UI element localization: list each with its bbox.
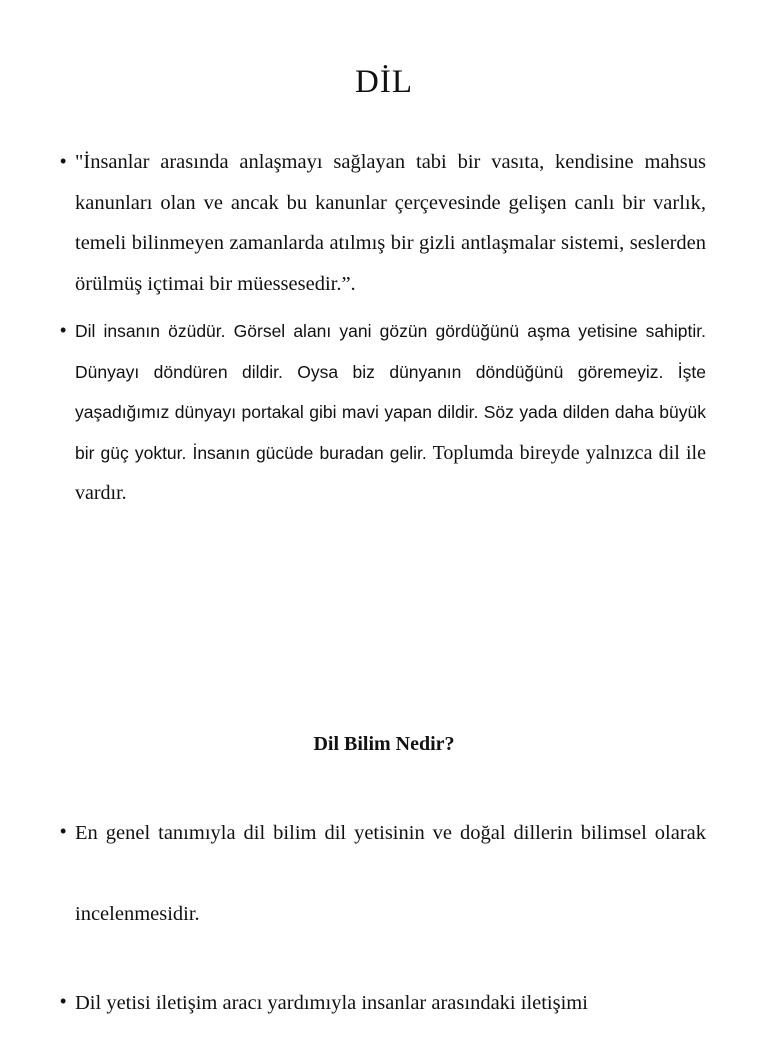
bullet-dot-icon: • (60, 991, 67, 1011)
bullet-item (60, 793, 706, 954)
section-title: Dil Bilim Nedir? (313, 733, 455, 755)
bullet-text: En genel tanımıyla dil bilim dil yetisinin ve doğal dillerin bilimsel olarak incelenmesidir. (75, 822, 706, 925)
bullet-item (60, 142, 706, 304)
bullet-item (60, 311, 706, 514)
bullet-text (75, 311, 706, 514)
bullet-text-tail: Toplumda bireyde yalnızca dil ile vardır. (75, 441, 706, 504)
page-title: DİL (355, 64, 413, 100)
bullet-dot-icon: • (60, 320, 67, 340)
bullet-item (60, 963, 706, 1044)
bullet-dot-icon: • (60, 151, 67, 171)
bullet-text-main: Dil insanın özüdür. Görsel alanı yani gözün gördüğünü aşma yetisine sahiptir. Dünyayı döndüren dildir. Oysa biz dünyanın döndüğünü göremeyiz. İşte yaşadığımız dünyayı portakal gibi mavi yapan dildir. Söz yada dilden daha büyük bir güç yoktur. İnsanın gücüde buradan gelir. (75, 321, 706, 463)
bullet-dot-icon: • (60, 821, 67, 841)
bullet-text: "İnsanlar arasında anlaşmayı sağlayan tabi bir vasıta, kendisine mahsus kanunları olan ve ancak bu kanunlar çerçevesinde gelişen canlı bir varlık, temeli bilinmeyen zamanlarda atılmış bir gizli antlaşmalar sistemi, seslerden örülmüş içtimai bir müessesedir.”. (75, 151, 706, 295)
bullet-text: Dil yetisi iletişim aracı yardımıyla insanlar arasındaki iletişimi (75, 992, 588, 1014)
